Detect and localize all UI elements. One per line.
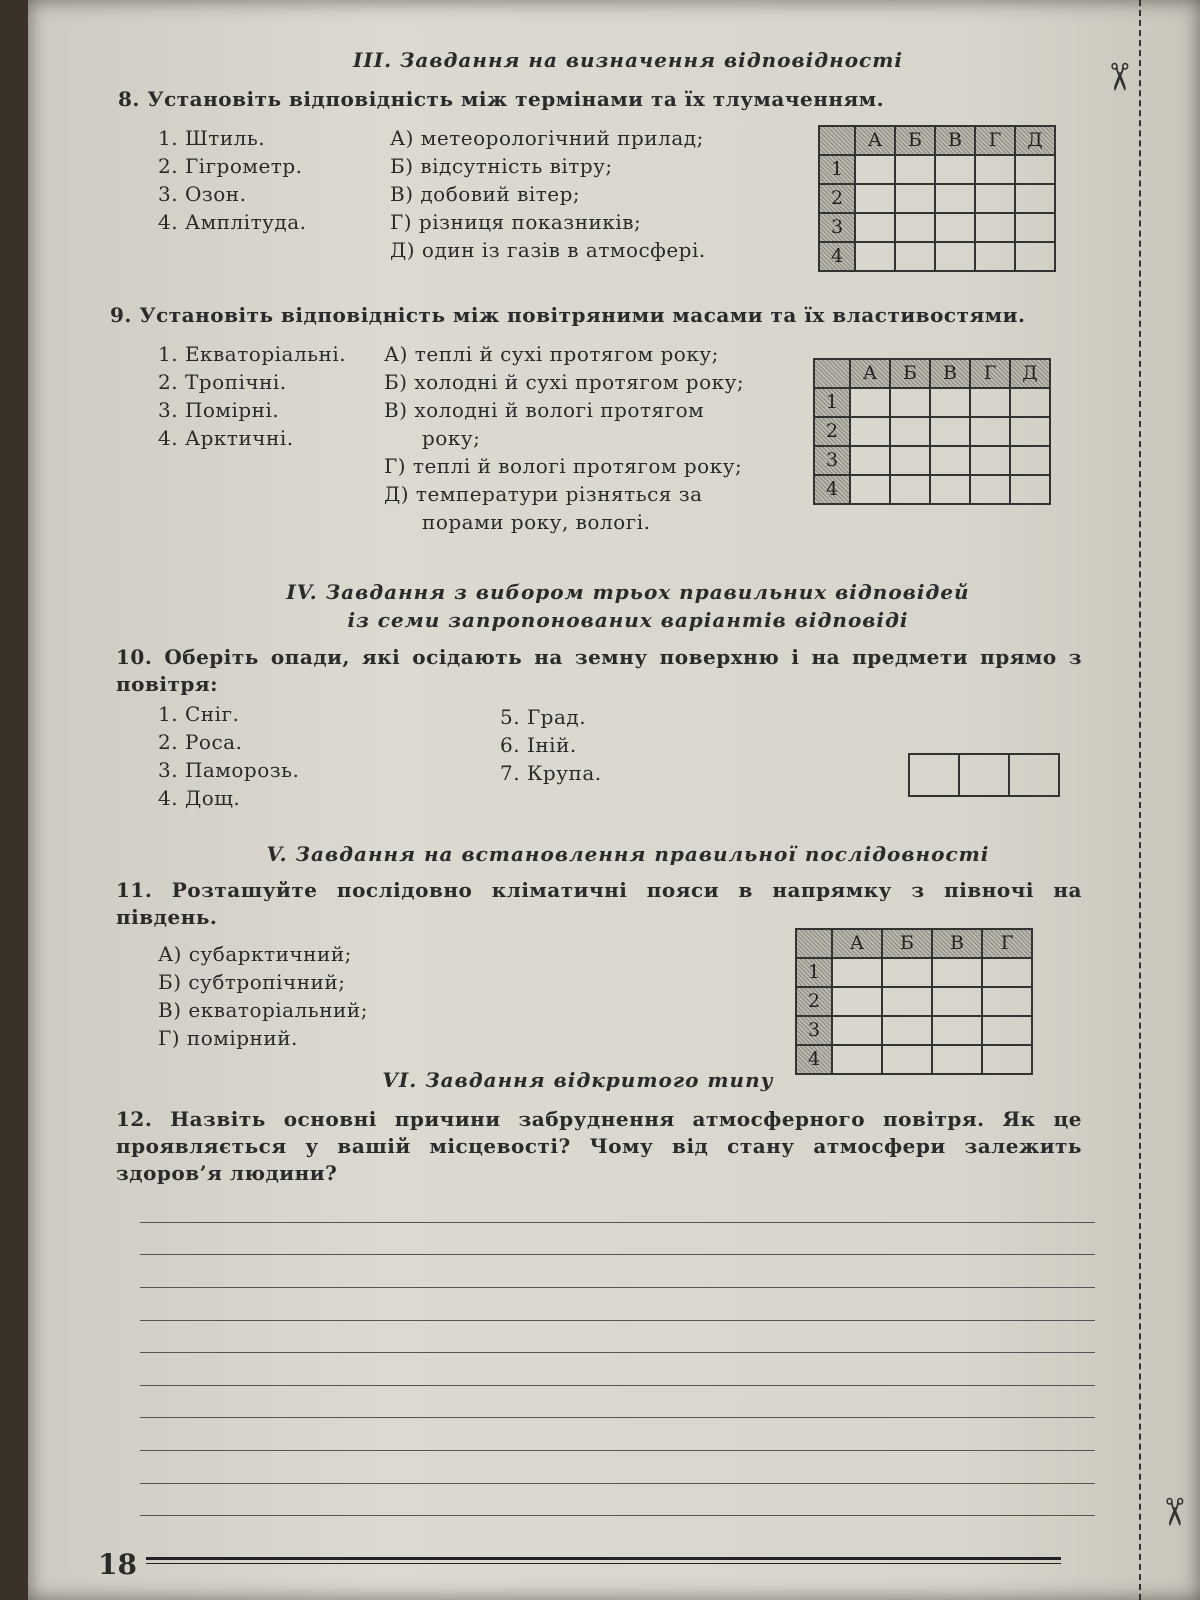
choice: 2. Роса. [158,730,243,754]
term: 2. Гігрометр. [158,154,303,178]
footer-rule [146,1563,1061,1564]
question-8-title: 8. Установіть відповідність між термінами та їх тлумаченням. [118,87,885,111]
answer-boxes-q10 [908,753,1060,797]
option: Г) помірний. [158,1026,298,1050]
choice: 7. Крупа. [500,761,602,785]
section-3-title: III. Завдання на визначення відповідності [353,48,903,72]
option: Г) теплі й вологі протягом року; [384,454,743,478]
worksheet-page [28,0,1200,1600]
question-12-title: 12. Назвіть основні причини забруднення атмосферного повітря. Як це проявляється у вашій місцевості? Чому від стану атмосфери залежить здоров’я людини? [116,1107,1082,1185]
option: А) метеорологічний прилад; [390,126,704,150]
writing-line[interactable] [140,1515,1095,1516]
question-11-title: 11. Розташуйте послідовно кліматичні пояси в напрямку з півночі на південь. [116,878,1082,929]
option: А) субарктичний; [158,942,352,966]
writing-line[interactable] [140,1450,1095,1451]
term: 4. Арктичні. [158,426,294,450]
question-11-options [158,940,368,1052]
writing-line[interactable] [140,1352,1095,1353]
answer-box[interactable] [960,755,1010,795]
writing-line[interactable] [140,1254,1095,1255]
option: В) холодні й вологі протягом року; [384,398,705,450]
option: Б) субтропічний; [158,970,346,994]
question-10-items-left [158,700,299,812]
writing-line[interactable] [140,1320,1095,1321]
term: 3. Озон. [158,182,247,206]
term: 4. Амплітуда. [158,210,307,234]
answer-grid-q11: А Б В Г 1 2 3 4 [795,928,1033,1075]
question-8-options [390,124,810,264]
choice: 3. Паморозь. [158,758,300,782]
choice: 1. Сніг. [158,702,240,726]
question-10-items-right [500,703,602,787]
scissors-icon: ✂ [1151,1496,1196,1528]
option: Д) один із газів в атмосфері. [390,238,706,262]
option: Б) холодні й сухі протягом року; [384,370,745,394]
term: 1. Штиль. [158,126,266,150]
term: 3. Помірні. [158,398,280,422]
scissors-icon: ✂ [1096,61,1141,93]
choice: 5. Град. [500,705,587,729]
option: Г) різниця показників; [390,210,642,234]
answer-grid-q8: А Б В Г Д 1 2 3 4 [818,125,1056,272]
answer-box[interactable] [910,755,960,795]
question-8-terms [158,124,307,236]
answer-box[interactable] [1010,755,1058,795]
answer-grid-q9: А Б В Г Д 1 2 3 4 [813,358,1051,505]
option: В) екваторіальний; [158,998,368,1022]
question-10-title: 10. Оберіть опади, які осідають на земну поверхню і на предмети прямо з повітря: [116,645,1082,696]
writing-line[interactable] [140,1385,1095,1386]
question-9-options [384,340,804,536]
writing-line[interactable] [140,1483,1095,1484]
section-4-title: IV. Завдання з вибором трьох правильних відповідей із семи запропонованих варіантів відповіді [286,580,970,632]
option: А) теплі й сухі протягом року; [384,342,719,366]
cut-line [1139,0,1141,1600]
writing-line[interactable] [140,1417,1095,1418]
option: Б) відсутність вітру; [390,154,613,178]
section-5-title: V. Завдання на встановлення правильної послідовності [266,842,990,866]
term: 2. Тропічні. [158,370,287,394]
question-9-title: 9. Установіть відповідність між повітряними масами та їх властивостями. [110,303,1026,327]
writing-line[interactable] [140,1287,1095,1288]
term: 1. Екваторіальні. [158,342,347,366]
footer-rule [146,1557,1061,1560]
option: В) добовий вітер; [390,182,581,206]
option: Д) температури різняться за порами року, вологі. [384,482,703,534]
section-6-title: VI. Завдання відкритого типу [382,1068,774,1092]
choice: 4. Дощ. [158,786,241,810]
question-9-terms [158,340,346,452]
choice: 6. Іній. [500,733,577,757]
page-number: 18 [98,1548,137,1581]
writing-line[interactable] [140,1222,1095,1223]
